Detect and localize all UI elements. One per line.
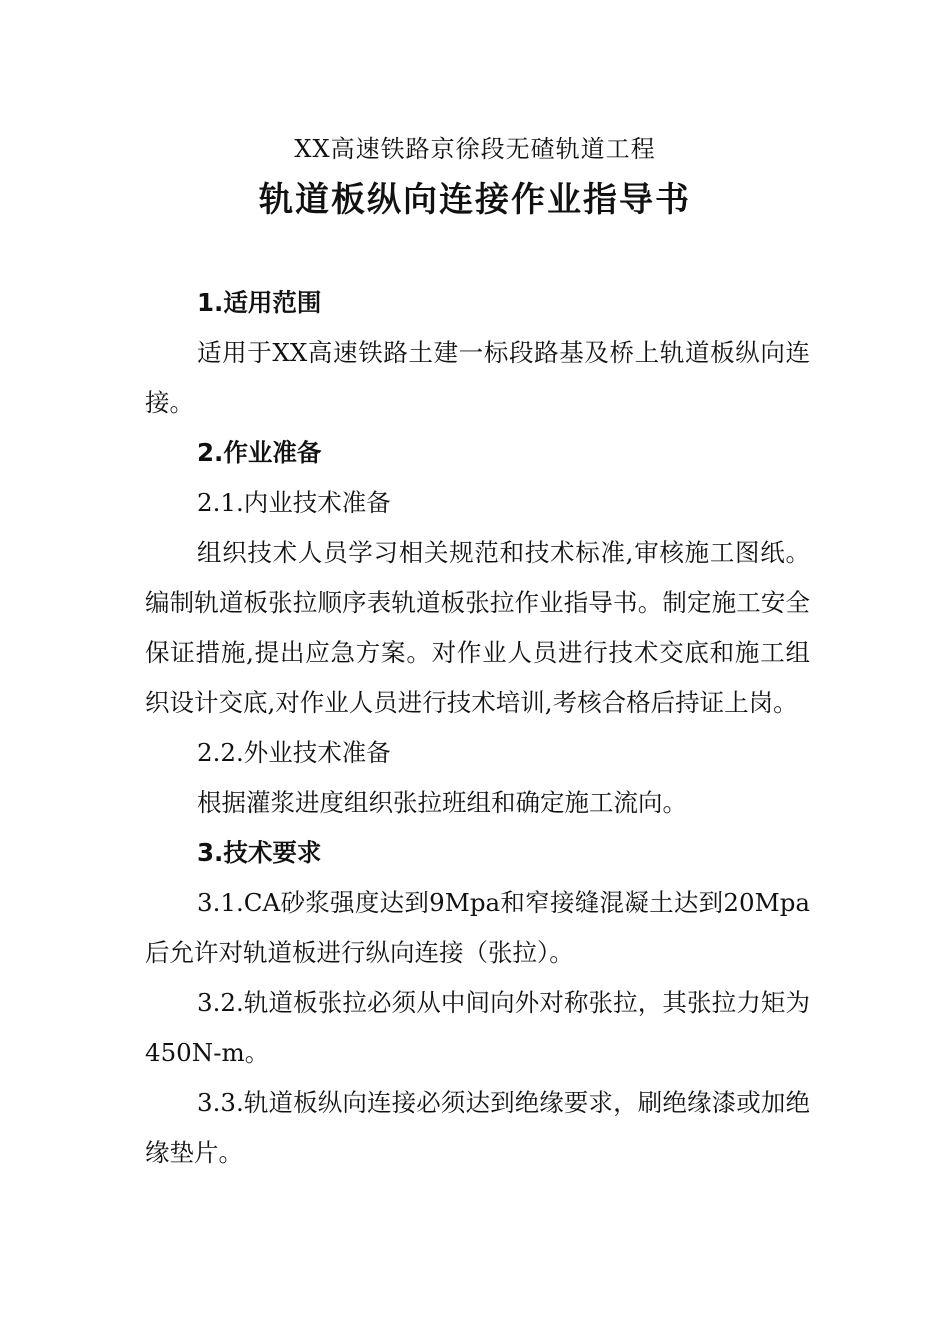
document-title: 轨道板纵向连接作业指导书 — [259, 180, 691, 220]
paragraph-internal-preparation: 组织技术人员学习相关规范和技术标准,审核施工图纸。编制轨道板张拉顺序表轨道板张拉作业指导书。制定施工安全保证措施,提出应急方案。对作业人员进行技术交底和施工组织设计交底,对作业人员进行技术培训,考核合格后持证上岗。 — [145, 538, 810, 717]
subheading-field-preparation: 2.2.外业技术准备 — [197, 738, 391, 767]
requirement-3-3: 3.3.轨道板纵向连接必须达到绝缘要求，刷绝缘漆或加绝缘垫片。 — [145, 1088, 810, 1167]
section-heading-preparation: 2.作业准备 — [197, 438, 322, 467]
requirement-3-2: 3.2.轨道板张拉必须从中间向外对称张拉，其张拉力矩为450N-m。 — [145, 988, 810, 1067]
section-heading-scope: 1.适用范围 — [197, 288, 322, 317]
document-body — [145, 278, 810, 1178]
subheading-internal-preparation: 2.1.内业技术准备 — [197, 488, 391, 517]
requirement-3-1: 3.1.CA砂浆强度达到9Mpa和窄接缝混凝土达到20Mpa后允许对轨道板进行纵向连接（张拉）。 — [145, 888, 810, 967]
section-heading-requirements: 3.技术要求 — [197, 838, 322, 867]
paragraph-field-preparation: 根据灌浆进度组织张拉班组和确定施工流向。 — [197, 788, 687, 817]
paragraph-scope: 适用于XX高速铁路土建一标段路基及桥上轨道板纵向连接。 — [145, 338, 810, 417]
document-subtitle: XX高速铁路京徐段无碴轨道工程 — [294, 135, 656, 163]
